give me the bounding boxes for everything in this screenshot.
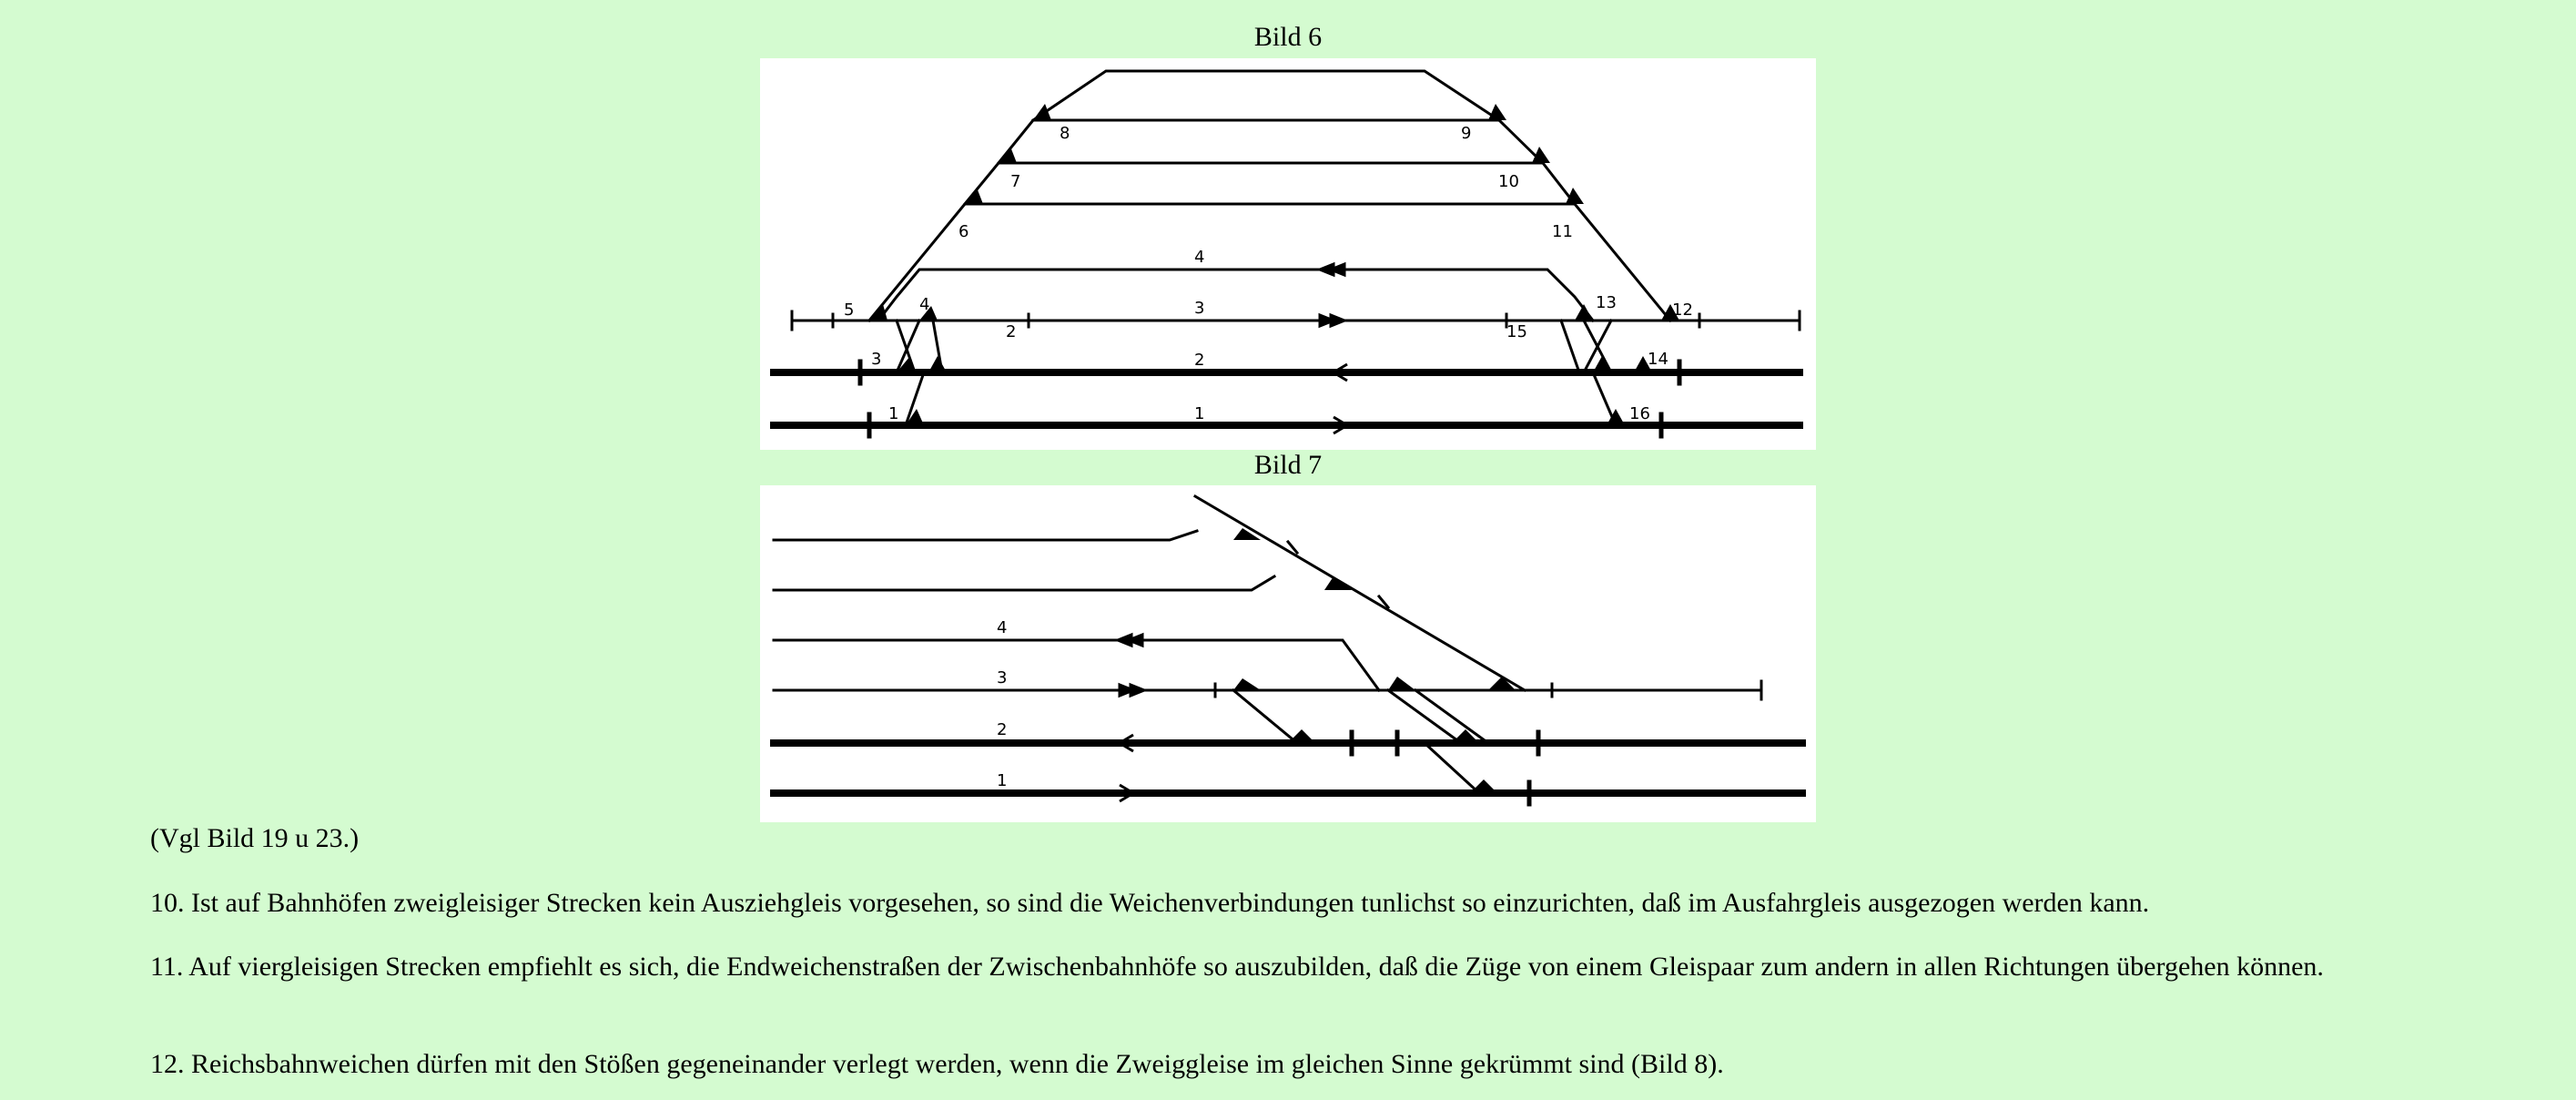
- fig6-switch-number: 13: [1596, 293, 1617, 312]
- paragraph-10: 10. Ist auf Bahnhöfen zweigleisiger Strecken kein Ausziehgleis vorgesehen, so sind die Weichenverbindungen tunlichst so einzurichten, daß im Ausfahrgleis ausgezogen werden kann.: [150, 888, 2150, 918]
- fig6-track-label-2: 2: [1194, 351, 1205, 370]
- fig6-switch-number: 5: [844, 300, 855, 320]
- figure-6-caption: Bild 6: [1253, 22, 1323, 52]
- reference-note: (Vgl Bild 19 u 23.): [150, 823, 360, 853]
- fig7-track-label-4: 4: [997, 618, 1008, 637]
- fig6-switch-number: 7: [1010, 172, 1021, 191]
- fig6-switch-number: 8: [1060, 124, 1070, 143]
- fig6-switch-number: 12: [1672, 300, 1693, 320]
- fig7-track-label-1: 1: [997, 771, 1008, 790]
- fig6-switch-number: 16: [1629, 404, 1650, 423]
- fig6-track-label-1: 1: [1194, 404, 1205, 423]
- fig6-switch-number: 14: [1648, 350, 1668, 369]
- fig6-switch-number: 1: [888, 404, 899, 423]
- paragraph-12: 12. Reichsbahnweichen dürfen mit den Stößen gegeneinander verlegt werden, wenn die Zweiggleise im gleichen Sinne gekrümmt sind (Bild 8).: [150, 1049, 1724, 1079]
- fig6-switch-number: 6: [958, 222, 969, 241]
- fig6-switch-number: 3: [871, 350, 882, 369]
- fig6-track-label-3: 3: [1194, 299, 1205, 318]
- fig6-switch-number: 2: [1006, 322, 1017, 341]
- fig6-track-label-4: 4: [1194, 248, 1205, 267]
- paragraph-11: 11. Auf viergleisigen Strecken empfiehlt es sich, die Endweichenstraßen der Zwischenbahnhöfe so auszubilden, daß die Züge von einem Gleispaar zum andern in allen Richtungen übergehen können.: [150, 952, 2324, 982]
- fig7-track-label-2: 2: [997, 720, 1008, 739]
- fig6-switch-number: 4: [919, 295, 930, 314]
- fig6-switch-number: 9: [1461, 124, 1472, 143]
- fig6-switch-number: 15: [1506, 322, 1527, 341]
- figure-7-caption: Bild 7: [1253, 450, 1323, 480]
- figure-6-track-diagram: [760, 58, 1816, 450]
- fig7-track-label-3: 3: [997, 668, 1008, 688]
- figure-7-track-diagram: [760, 485, 1816, 822]
- fig6-switch-number: 10: [1498, 172, 1519, 191]
- fig6-switch-number: 11: [1552, 222, 1573, 241]
